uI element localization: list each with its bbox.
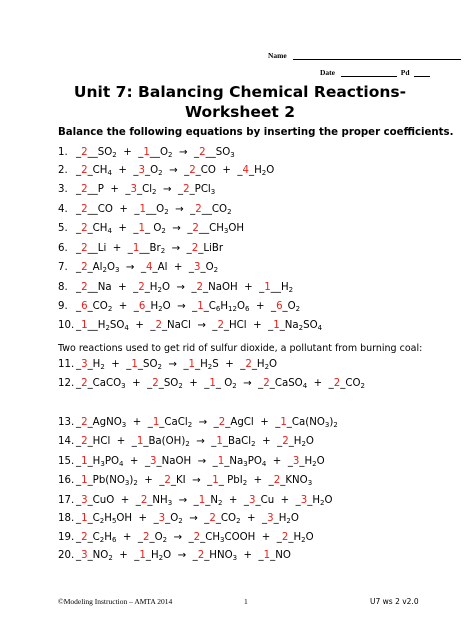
date-field[interactable]	[320, 68, 430, 77]
equation-18	[58, 512, 299, 526]
equation-text[interactable]: _2__Li + $\_1\_\_Br_2$ → _2_LiBr	[76, 243, 224, 255]
equation-number: 1.	[58, 147, 68, 158]
equation-number: 15.	[58, 456, 75, 467]
equation-12	[58, 377, 365, 391]
section-note: Two reactions used to get rid of sulfur dioxide, a pollutant from burning coal:	[58, 343, 423, 354]
equation-number: 17.	[58, 495, 75, 506]
date-line[interactable]	[341, 76, 397, 77]
name-field[interactable]	[268, 51, 461, 60]
equation-13	[58, 416, 338, 430]
equation-2	[58, 164, 274, 178]
equation-5	[58, 222, 244, 236]
equation-number: 18.	[58, 513, 75, 524]
equation-1	[58, 146, 235, 160]
equation-text[interactable]: _2_AgNO$_3$ + _1_CaCl$_2$ → _2_AgCl + $\_1\_Ca(NO_3)_2$	[76, 417, 338, 429]
equation-text[interactable]: $\_6\_CO_2$ + $\_6\_H_2O$ → $\_1\_C_6H_{12}O_6$ + $\_6\_O_2$	[76, 301, 301, 313]
equation-text[interactable]: _2__CO + $\_1\_\_O_2$ → $\_2\_\_CO_2$	[76, 204, 232, 216]
equation-14	[58, 435, 314, 449]
equation-text[interactable]: $\_1\_\_H_2SO_4$ + _2_NaCl → _2_HCl + $\_1\_Na_2SO_4$	[76, 320, 323, 332]
equation-text[interactable]: $\_2\_Al_2O_3$ → _4_Al + $\_3\_O_2$	[76, 262, 219, 274]
footer-copyright: ©Modeling Instruction – AMTA 2014	[58, 597, 173, 606]
equation-number: 5.	[58, 223, 68, 234]
equation-15	[58, 455, 325, 469]
equation-text[interactable]: $\_2\_CH_4$ + $\_3\_O_2$ → _2_CO + $\_4\_H_2O$	[76, 165, 275, 177]
equation-text[interactable]: $\_2\_C_2H_6$ + $\_2\_O_2$ → $\_2\_CH_3COOH$ + $\_2\_H_2O$	[76, 532, 314, 544]
equation-number: 19.	[58, 532, 75, 543]
equation-number: 4.	[58, 204, 68, 215]
equation-number: 12.	[58, 378, 75, 389]
equation-text[interactable]: _3_CuO + $\_2\_NH_3$ → $\_1\_N_2$ + _3_Cu + $\_3\_H_2O$	[76, 495, 333, 507]
name-line[interactable]	[293, 59, 461, 60]
equation-number: 14.	[58, 436, 75, 447]
equation-16	[58, 474, 312, 488]
name-label: Name	[268, 51, 287, 60]
equation-8	[58, 281, 293, 295]
equation-text[interactable]: $\_2\_\_SO_2$ + $\_1\_\_O_2$ → $\_2\_\_SO_3$	[76, 147, 235, 159]
equation-text[interactable]: $\_3\_NO_2$ + $\_1\_H_2O$ → $\_2\_HNO_3$ + _1_NO	[76, 550, 291, 562]
equation-number: 6.	[58, 243, 68, 254]
instructions: Balance the following equations by inserting the proper coefficients.	[58, 127, 454, 138]
equation-text[interactable]: _2_CaCO$_3$ + $\_2\_SO_2$ + _1_ $O_2$ → _2_CaSO$_4$ + $\_2\_CO_2$	[76, 378, 365, 390]
equation-number: 8.	[58, 282, 68, 293]
equation-number: 20.	[58, 550, 75, 561]
equation-number: 9.	[58, 301, 68, 312]
date-label: Date	[320, 68, 335, 77]
period-label: Pd	[400, 68, 410, 77]
equation-text[interactable]: $\_3\_H_2$ + $\_1\_SO_2$ → $\_1\_H_2S$ + $\_2\_H_2O$	[76, 359, 278, 371]
equation-text[interactable]: _2__Na + $\_2\_H_2O$ → _2_NaOH + $\_1\_\_H_2$	[76, 282, 294, 294]
equation-3	[58, 183, 215, 197]
footer-version: U7 ws 2 v2.0	[370, 597, 419, 606]
equation-text[interactable]: _2_HCl + $\_1\_Ba(OH)_2$ → _1_BaCl$_2$ + $\_2\_H_2O$	[76, 436, 314, 448]
page-title: Unit 7: Balancing Chemical Reactions- Worksheet 2	[73, 83, 407, 121]
equation-text[interactable]: $\_2\_CH_4$ + _1_ $O_2$ → $\_2\_\_CH_3OH$	[76, 223, 245, 235]
equation-number: 7.	[58, 262, 68, 273]
equation-number: 2.	[58, 165, 68, 176]
equation-19	[58, 531, 314, 545]
equation-7	[58, 261, 218, 275]
equation-11	[58, 358, 277, 372]
equation-number: 11.	[58, 359, 75, 370]
equation-17	[58, 494, 333, 508]
equation-text[interactable]: $\_1\_C_2H_5OH$ + $\_3\_O_2$ → $\_2\_CO_2$ + $\_3\_H_2O$	[76, 513, 299, 525]
equation-number: 13.	[58, 417, 75, 428]
equation-number: 3.	[58, 184, 68, 195]
equation-text[interactable]: _2__P + $\_3\_Cl_2$ → _2_PCl$_3$	[76, 184, 216, 196]
equation-20	[58, 549, 291, 563]
equation-text[interactable]: $\_1\_H_3PO_4$ + _3_NaOH → $\_1\_Na_3PO_4$ + $\_3\_H_2O$	[76, 456, 325, 468]
equation-6	[58, 242, 223, 256]
footer-page-number: 1	[244, 597, 248, 606]
equation-9	[58, 300, 300, 314]
equation-10	[58, 319, 322, 333]
equation-number: 16.	[58, 475, 75, 486]
period-line[interactable]	[414, 76, 430, 77]
equation-text[interactable]: $\_1\_Pb(NO_3)_2$ + _2_KI → _1_ $PbI_2 + \_2\_KNO_3$	[76, 475, 313, 487]
equation-number: 10.	[58, 320, 75, 331]
equation-4	[58, 203, 232, 217]
